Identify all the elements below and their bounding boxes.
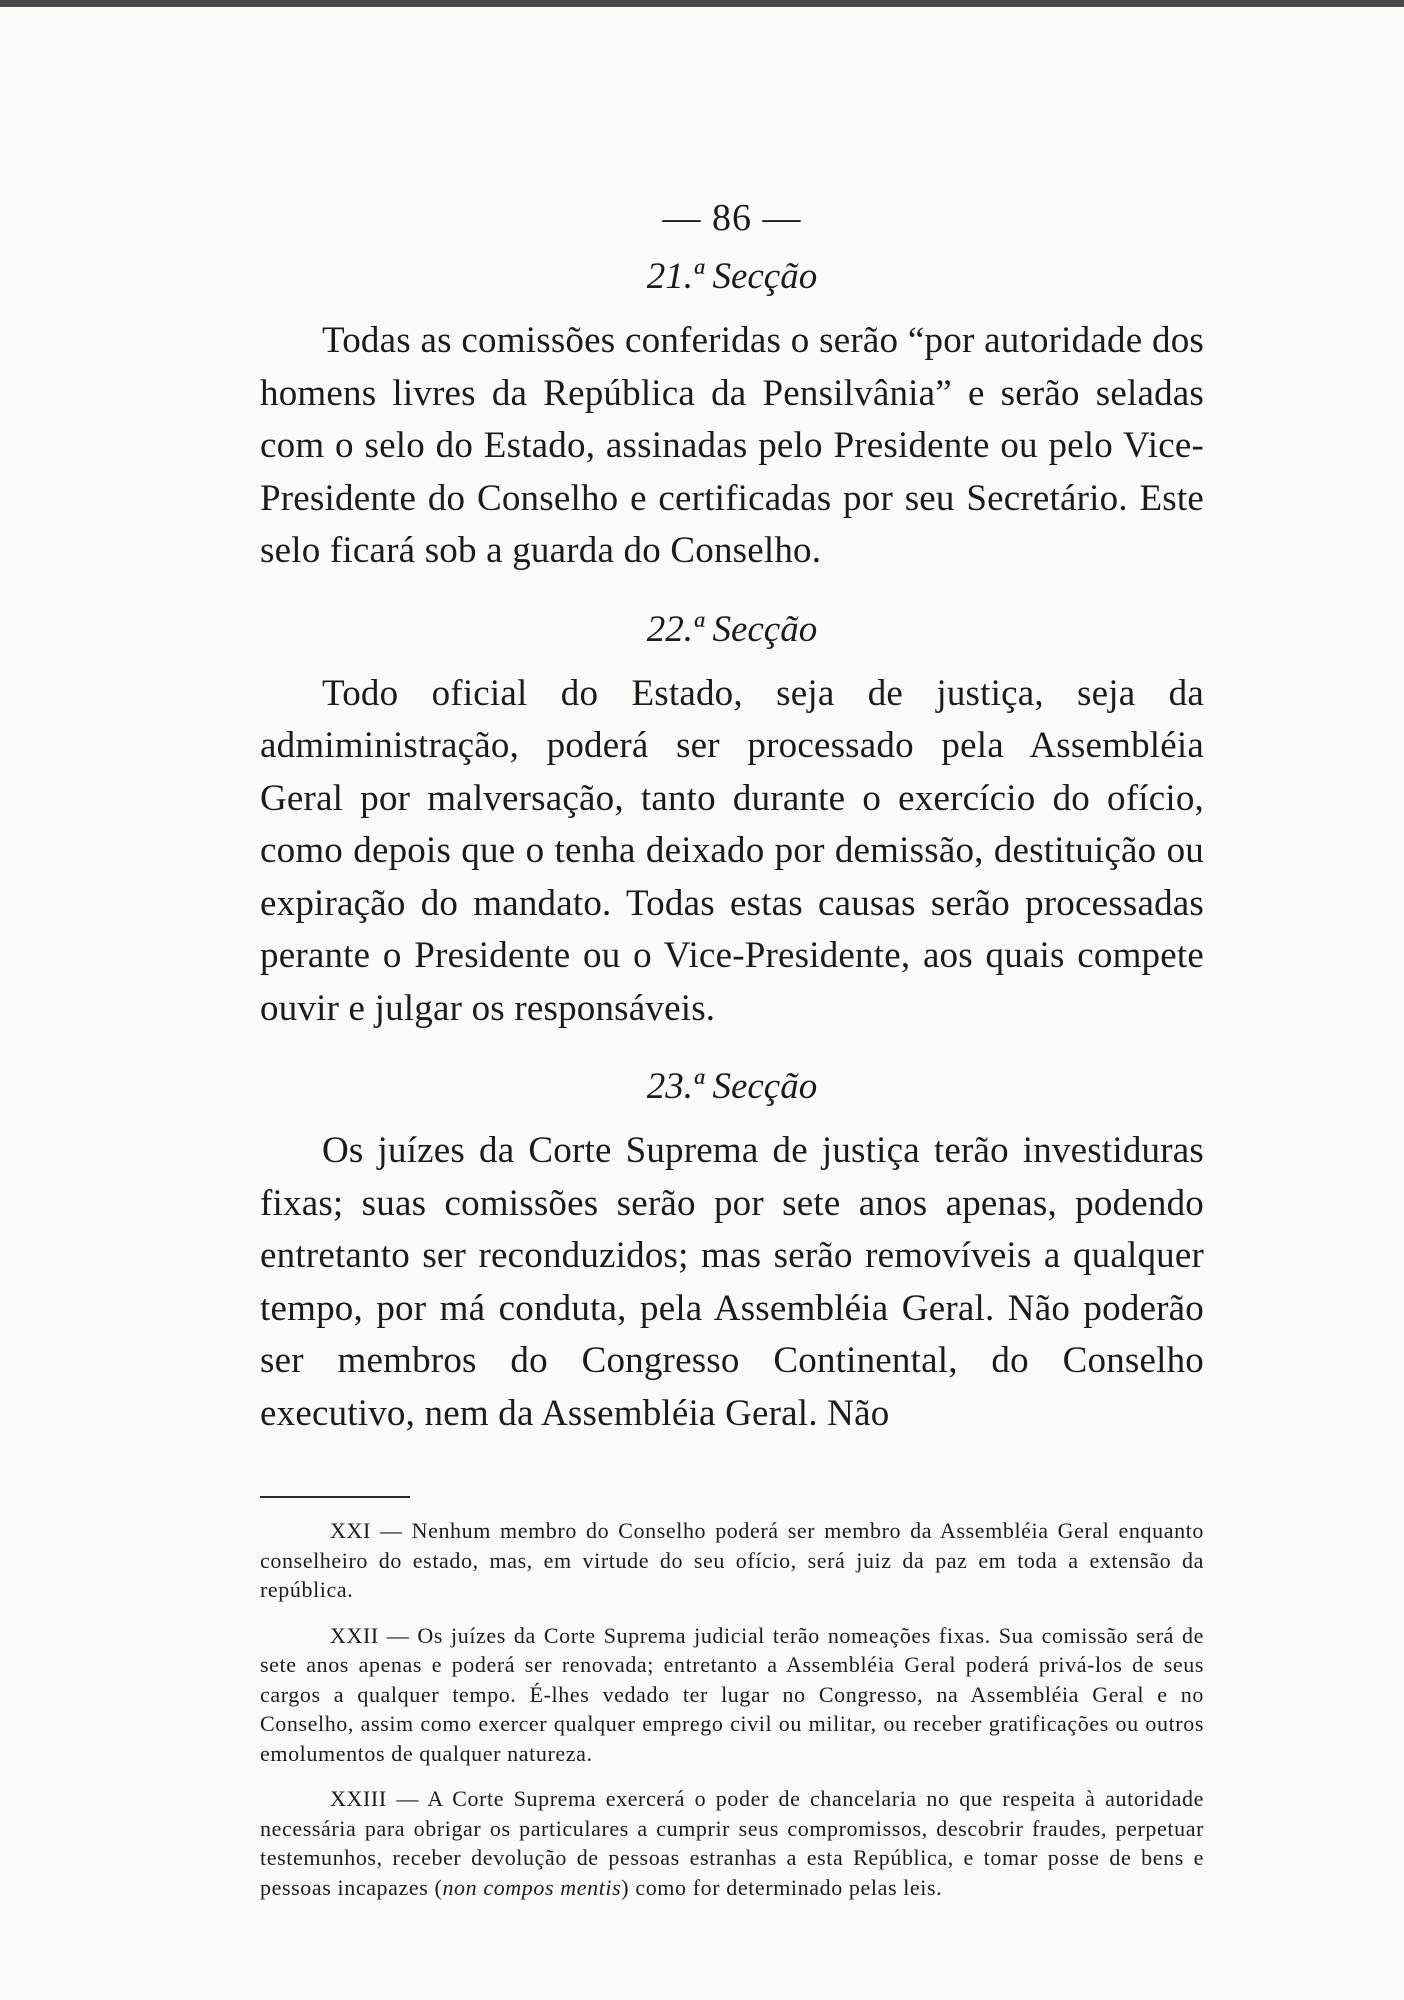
scan-top-border (0, 0, 1404, 7)
footnote-xxiii-text-start: XXIII — A Corte Suprema exercerá o poder de chancelaria no que respeita à autoridade necessária para obrigar os particulares a cumprir seus compromissos, descobrir fraudes, perpetuar testemunhos, receber devolução de pessoas estranhas a esta República, e tomar posse de bens e pessoas incapazes ( (260, 1786, 1204, 1900)
section-text-21: Todas as comissões conferidas o serão “por autoridade dos homens livres da República da Pensilvânia” e serão seladas com o selo do Estado, assinadas pelo Presidente ou pelo Vice-Presidente do Conselho e certificadas por seu Secretário. Este selo ficará sob a guarda do Conselho. (260, 320, 1204, 571)
footnote-xxii: XXII — Os juízes da Corte Suprema judicial terão nomeações fixas. Sua comissão será de sete anos apenas e poderá ser renovada; entretanto a Assembléia Geral poderá privá-los de seus cargos a qualquer tempo. É-lhes vedado ter lugar no Congresso, na Assembléia Geral e no Conselho, assim como exercer qualquer emprego civil ou militar, ou receber gratificações ou outros emolumentos de qualquer natureza. (260, 1622, 1204, 1766)
document-page (260, 195, 1204, 1918)
section-heading-21: 21.ª Secção (646, 256, 818, 297)
section-text-22: Todo oficial do Estado, seja de justiça, seja da admiministração, poderá ser processado pela Assembléia Geral por malversação, tanto durante o exercício do ofício, como depois que o tenha deixado por demissão, destituição ou expiração do mandato. Todas estas causas serão processadas perante o Presidente ou o Vice-Presidente, aos quais compete ouvir e julgar os responsáveis. (260, 672, 1204, 1029)
footnote-xxiii (260, 1784, 1204, 1902)
footnote-xxiii-latin-term: non compos mentis (442, 1874, 622, 1900)
footnote-xxi: XXI — Nenhum membro do Conselho poderá ser membro da Assembléia Geral enquanto conselheiro do estado, mas, em virtude do seu ofício, será juiz da paz em toda a extensão da república. (260, 1518, 1204, 1602)
section-heading-22: 22.ª Secção (646, 608, 818, 650)
section-heading-23: 23.ª Secção (646, 1066, 818, 1107)
section-text-23: Os juízes da Corte Suprema de justiça terão investiduras fixas; suas comissões serão por sete anos apenas, podendo entretanto ser reconduzidos; mas serão removíveis a qualquer tempo, por má conduta, pela Assembléia Geral. Não poderão ser membros do Congresso Continental, do Conselho executivo, nem da Assembléia Geral. Não (260, 1130, 1204, 1434)
footnote-divider (260, 1496, 410, 1498)
page-number: — 86 — (662, 197, 802, 239)
footnote-xxiii-text-end: ) como for determinado pelas leis. (621, 1874, 943, 1900)
